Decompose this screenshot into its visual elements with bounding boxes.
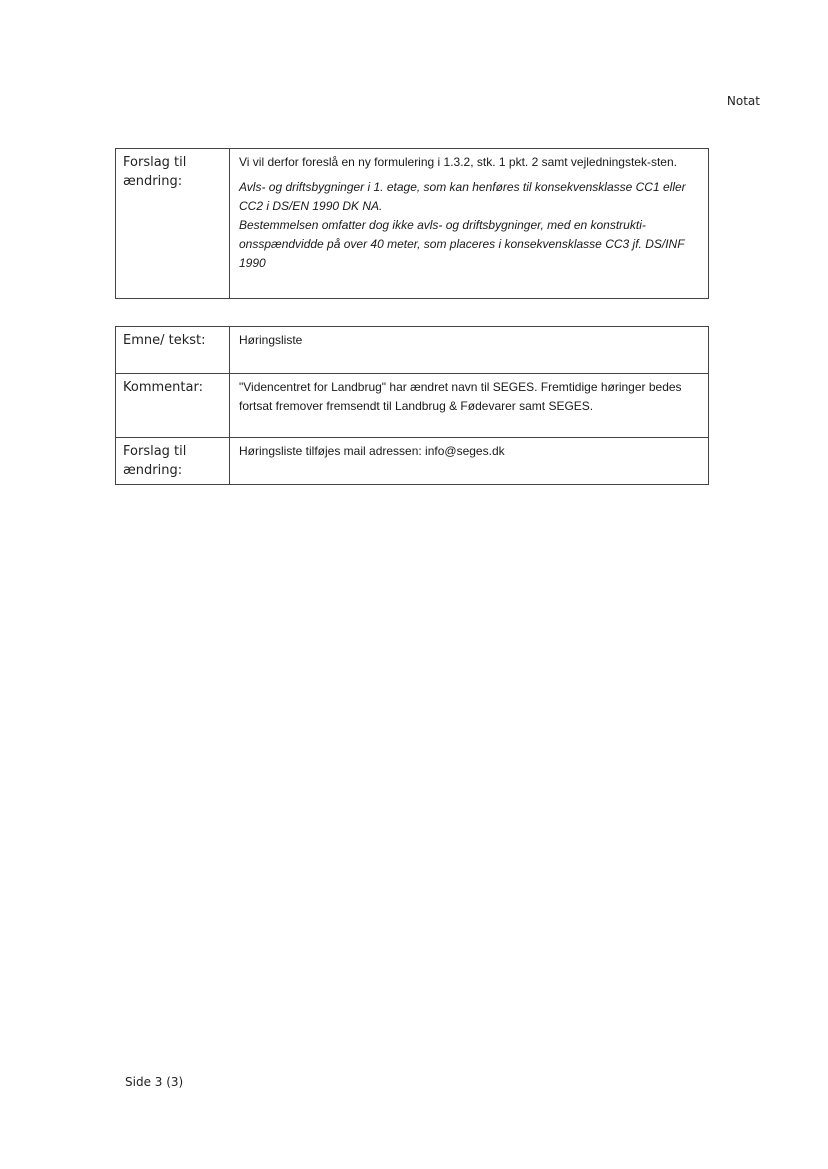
page-number: Side 3 (3) (125, 1075, 184, 1089)
row-content: "Videncentret for Landbrug" har ændret navn til SEGES. Fremtidige høringer bedes fortsat fremover fremsendt til Landbrug & Fødevarer samt SEGES. (230, 374, 709, 438)
row-content (230, 149, 709, 299)
table-row (116, 374, 709, 438)
proposal-wording-line-2: Bestemmelsen omfatter dog ikke avls- og driftsbygninger, med en konstrukti-onsspændvidde på over 40 meter, som placeres i konsekvensklasse CC3 jf. DS/INF 1990 (239, 218, 685, 270)
row-label: Emne/ tekst: (116, 327, 230, 374)
row-content: Høringsliste (230, 327, 709, 374)
row-content: Høringsliste tilføjes mail adressen: info@seges.dk (230, 438, 709, 485)
row-label: Forslag til ændring: (116, 438, 230, 485)
row-label: Forslag til ændring: (116, 149, 230, 299)
proposal-intro: Vi vil derfor foreslå en ny formulering i 1.3.2, stk. 1 pkt. 2 samt vejledningstek-sten. (239, 155, 677, 169)
proposal-wording-line-1: Avls- og driftsbygninger i 1. etage, som kan henføres til konsekvensklasse CC1 eller CC2 i DS/EN 1990 DK NA. (239, 180, 686, 213)
row-label: Kommentar: (116, 374, 230, 438)
proposal-wording (239, 178, 698, 273)
table-row (116, 438, 709, 485)
proposal-table (115, 148, 709, 299)
table-row (116, 149, 709, 299)
document-type-label: Notat (726, 94, 760, 108)
table-row (116, 327, 709, 374)
hearing-list-table (115, 326, 709, 485)
